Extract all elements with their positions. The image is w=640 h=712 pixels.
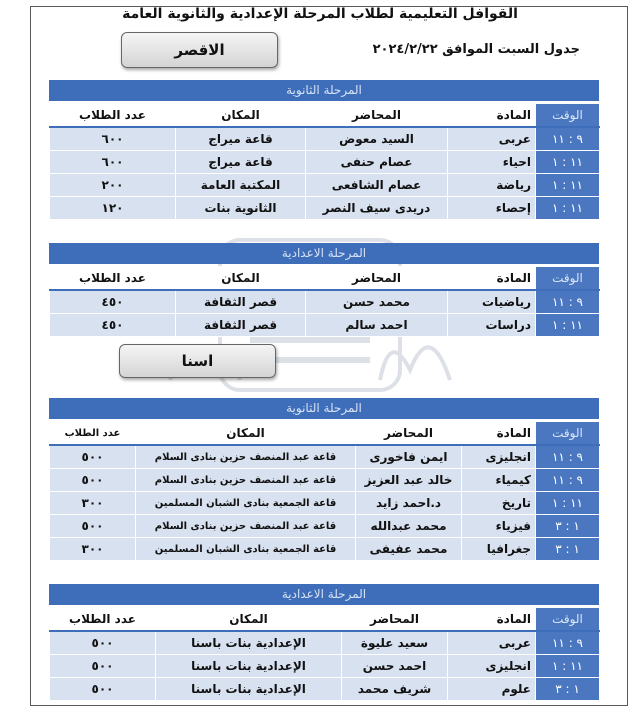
cell-lecturer: د.احمد زايد xyxy=(356,492,462,515)
table-row xyxy=(50,631,600,655)
cell-time: ١١ : ١ xyxy=(536,492,600,515)
cell-place: الإعدادية بنات باسنا xyxy=(156,655,342,678)
table-row xyxy=(50,314,600,337)
table-row xyxy=(50,197,600,220)
cell-place: الإعدادية بنات باسنا xyxy=(156,678,342,701)
col-students: عدد الطلاب xyxy=(50,267,176,291)
cell-place: قاعة ميراج xyxy=(176,151,306,174)
cell-time: ١ : ٣ xyxy=(536,678,600,701)
cell-subject: فيزياء xyxy=(462,515,536,538)
cell-place: الثانوية بنات xyxy=(176,197,306,220)
cell-lecturer: محمد حسن xyxy=(306,290,448,314)
cell-time: ٩ : ١١ xyxy=(536,445,600,469)
col-time: الوقت xyxy=(536,104,600,128)
cell-subject: جغرافيا xyxy=(462,538,536,561)
cell-place: قصر الثقافة xyxy=(176,290,306,314)
cell-subject: كيمياء xyxy=(462,469,536,492)
col-subject: المادة xyxy=(462,422,536,446)
cell-subject: علوم xyxy=(448,678,536,701)
cell-lecturer: محمد عفيفى xyxy=(356,538,462,561)
stage-bar-luxor-preparatory: المرحلة الاعدادية xyxy=(49,243,599,264)
city-button-esna[interactable]: اسنا xyxy=(119,344,276,378)
cell-time: ٩ : ١١ xyxy=(536,469,600,492)
cell-students: ٣٠٠ xyxy=(50,538,136,561)
col-time: الوقت xyxy=(536,608,600,632)
col-place: المكان xyxy=(176,104,306,128)
cell-subject: انجليزى xyxy=(448,655,536,678)
cell-lecturer: عصام حنفى xyxy=(306,151,448,174)
cell-time: ١١ : ١ xyxy=(536,151,600,174)
cell-students: ٦٠٠ xyxy=(50,151,176,174)
schedule-date: جدول السبت الموافق ٢٠٢٤/٢/٢٢ xyxy=(372,42,580,57)
cell-time: ٩ : ١١ xyxy=(536,631,600,655)
table-row xyxy=(50,445,600,469)
table-row xyxy=(50,151,600,174)
cell-students: ٢٠٠ xyxy=(50,174,176,197)
cell-subject: احياء xyxy=(448,151,536,174)
table-row xyxy=(50,127,600,151)
table-row xyxy=(50,515,600,538)
col-students: عدد الطلاب xyxy=(50,608,156,632)
cell-place: قاعة الجمعية بنادى الشبان المسلمين xyxy=(136,538,356,561)
cell-place: قاعة الجمعية بنادى الشبان المسلمين xyxy=(136,492,356,515)
table-row xyxy=(50,174,600,197)
table-header xyxy=(50,608,600,632)
stage-bar-esna-preparatory: المرحلة الاعدادية xyxy=(49,584,599,605)
cell-lecturer: محمد عبدالله xyxy=(356,515,462,538)
cell-place: الإعدادية بنات باسنا xyxy=(156,631,342,655)
cell-students: ٤٥٠ xyxy=(50,290,176,314)
cell-subject: عربى xyxy=(448,127,536,151)
cell-subject: رياضيات xyxy=(448,290,536,314)
cell-time: ٩ : ١١ xyxy=(536,290,600,314)
cell-subject: رياضة xyxy=(448,174,536,197)
table-row xyxy=(50,538,600,561)
cell-students: ٥٠٠ xyxy=(50,469,136,492)
cell-place: المكتبة العامة xyxy=(176,174,306,197)
col-place: المكان xyxy=(176,267,306,291)
cell-place: قاعة ميراج xyxy=(176,127,306,151)
cell-lecturer: ايمن فاخورى xyxy=(356,445,462,469)
table-esna-preparatory xyxy=(49,607,600,701)
cell-students: ٣٠٠ xyxy=(50,492,136,515)
cell-lecturer: احمد سالم xyxy=(306,314,448,337)
col-place: المكان xyxy=(136,422,356,446)
col-subject: المادة xyxy=(448,608,536,632)
cell-students: ٥٠٠ xyxy=(50,678,156,701)
cell-time: ٩ : ١١ xyxy=(536,127,600,151)
table-header xyxy=(50,422,600,446)
table-row xyxy=(50,678,600,701)
table-row xyxy=(50,655,600,678)
cell-students: ٥٠٠ xyxy=(50,631,156,655)
col-lecturer: المحاضر xyxy=(306,267,448,291)
cell-time: ١١ : ١ xyxy=(536,655,600,678)
cell-lecturer: السيد معوض xyxy=(306,127,448,151)
cell-lecturer: دريدى سيف النصر xyxy=(306,197,448,220)
cell-lecturer: احمد حسن xyxy=(342,655,448,678)
cell-lecturer: عصام الشافعى xyxy=(306,174,448,197)
table-luxor-preparatory xyxy=(49,266,600,337)
cell-time: ١١ : ١ xyxy=(536,197,600,220)
cell-subject: تاريخ xyxy=(462,492,536,515)
cell-time: ١١ : ١ xyxy=(536,314,600,337)
cell-lecturer: شريف محمد xyxy=(342,678,448,701)
col-students: عدد الطلاب xyxy=(50,104,176,128)
table-header xyxy=(50,267,600,291)
table-header xyxy=(50,104,600,128)
cell-place: قاعة عبد المنصف حزين بنادى السلام xyxy=(136,445,356,469)
cell-subject: إحصاء xyxy=(448,197,536,220)
cell-lecturer: خالد عبد العزيز xyxy=(356,469,462,492)
cell-students: ٥٠٠ xyxy=(50,655,156,678)
cell-subject: دراسات xyxy=(448,314,536,337)
col-lecturer: المحاضر xyxy=(342,608,448,632)
cell-lecturer: سعيد عليوة xyxy=(342,631,448,655)
city-button-luxor[interactable]: الاقصر xyxy=(121,32,278,68)
stage-bar-luxor-secondary: المرحلة الثانوية xyxy=(49,80,599,101)
cell-time: ١١ : ١ xyxy=(536,174,600,197)
col-time: الوقت xyxy=(536,267,600,291)
col-students: عدد الطلاب xyxy=(50,422,136,446)
col-time: الوقت xyxy=(536,422,600,446)
cell-place: قصر الثقافة xyxy=(176,314,306,337)
cell-students: ٥٠٠ xyxy=(50,515,136,538)
col-subject: المادة xyxy=(448,267,536,291)
cell-subject: عربى xyxy=(448,631,536,655)
table-row xyxy=(50,492,600,515)
page-title: القوافل التعليمية لطلاب المرحلة الإعدادية والثانوية العامة xyxy=(122,6,518,22)
table-row xyxy=(50,290,600,314)
table-row xyxy=(50,469,600,492)
col-place: المكان xyxy=(156,608,342,632)
table-luxor-secondary xyxy=(49,103,600,220)
cell-students: ٦٠٠ xyxy=(50,127,176,151)
col-subject: المادة xyxy=(448,104,536,128)
cell-place: قاعة عبد المنصف حزين بنادى السلام xyxy=(136,469,356,492)
col-lecturer: المحاضر xyxy=(356,422,462,446)
cell-subject: انجليزى xyxy=(462,445,536,469)
cell-students: ٥٠٠ xyxy=(50,445,136,469)
stage-bar-esna-secondary: المرحلة الثانوية xyxy=(49,398,599,419)
cell-students: ١٢٠ xyxy=(50,197,176,220)
table-esna-secondary xyxy=(49,421,600,561)
cell-place: قاعة عبد المنصف حزين بنادى السلام xyxy=(136,515,356,538)
cell-time: ١ : ٣ xyxy=(536,538,600,561)
cell-time: ١ : ٣ xyxy=(536,515,600,538)
cell-students: ٤٥٠ xyxy=(50,314,176,337)
col-lecturer: المحاضر xyxy=(306,104,448,128)
